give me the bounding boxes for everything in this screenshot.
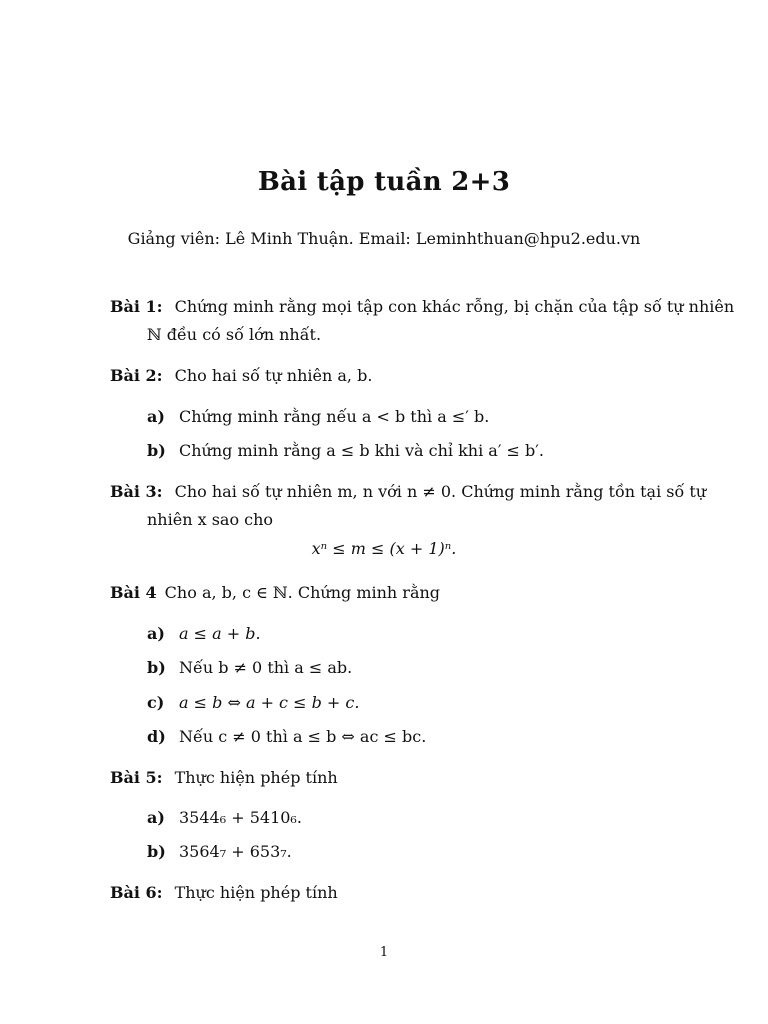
bai5-part-b-label: b) <box>147 842 166 861</box>
bai4-label: Bài 4 <box>110 583 157 602</box>
bai2-part-b-label: b) <box>147 441 166 460</box>
bai6-text: Thực hiện phép tính <box>174 883 338 902</box>
page-title: Bài tập tuần 2+3 <box>257 167 511 197</box>
bai3-label: Bài 3: <box>110 482 163 501</box>
bai4-part-b-text: Nếu b ≠ 0 thì a ≤ ab. <box>179 658 353 677</box>
bai5-text: Thực hiện phép tính <box>174 768 338 787</box>
bai4-part-d-label: d) <box>147 727 166 746</box>
bai2-part-a-label: a) <box>147 407 165 426</box>
bai1-line1 <box>110 299 734 315</box>
bai2-part-b <box>147 443 544 459</box>
bai4-part-b <box>147 660 352 676</box>
bai4-part-a-label: a) <box>147 624 165 643</box>
bai2-part-a-text: Chứng minh rằng nếu a < b thì a ≤′ b. <box>179 407 490 426</box>
bai4-part-c <box>147 695 359 711</box>
bai4-part-a-text: a ≤ a + b. <box>179 624 261 643</box>
bai4-part-b-label: b) <box>147 658 166 677</box>
bai5-part-b <box>147 844 292 860</box>
bai2-part-b-text: Chứng minh rằng a ≤ b khi và chỉ khi a′ ≤ b′. <box>179 441 544 460</box>
bai5-part-a-text: 3544₆ + 5410₆. <box>179 808 302 827</box>
bai4-text: Cho a, b, c ∈ ℕ. Chứng minh rằng <box>164 583 441 602</box>
bai1-text-1: Chứng minh rằng mọi tập con khác rỗng, bị chặn của tập số tự nhiên <box>174 297 735 316</box>
bai3-text-1: Cho hai số tự nhiên m, n với n ≠ 0. Chứng minh rằng tồn tại số tự <box>174 482 707 501</box>
page-number: 1 <box>379 945 389 960</box>
bai5-part-a-label: a) <box>147 808 165 827</box>
bai1-label: Bài 1: <box>110 297 163 316</box>
bai1-text-2: ℕ đều có số lớn nhất. <box>147 325 322 344</box>
bai2-text: Cho hai số tự nhiên a, b. <box>174 366 373 385</box>
bai4-heading <box>110 585 440 601</box>
bai4-part-d-text: Nếu c ≠ 0 thì a ≤ b ⇔ ac ≤ bc. <box>179 727 427 746</box>
bai3-line1 <box>110 484 706 500</box>
bai2-part-a <box>147 409 489 425</box>
bai4-part-a <box>147 626 261 642</box>
bai4-part-c-text: a ≤ b ⇔ a + c ≤ b + c. <box>179 693 360 712</box>
bai6-label: Bài 6: <box>110 883 163 902</box>
bai3-text-2: nhiên x sao cho <box>147 510 274 529</box>
bai4-part-d <box>147 729 426 745</box>
lecturer-info: Giảng viên: Lê Minh Thuận. Email: Leminhthuan@hpu2.edu.vn <box>127 229 641 248</box>
bai3-formula: xⁿ ≤ m ≤ (x + 1)ⁿ. <box>311 539 457 558</box>
bai5-label: Bài 5: <box>110 768 163 787</box>
bai5-part-b-text: 3564₇ + 653₇. <box>179 842 292 861</box>
bai5-part-a <box>147 810 302 826</box>
bai2-heading <box>110 368 372 384</box>
bai2-label: Bài 2: <box>110 366 163 385</box>
bai6-heading <box>110 885 338 901</box>
bai4-part-c-label: c) <box>147 693 165 712</box>
bai5-heading <box>110 770 338 786</box>
